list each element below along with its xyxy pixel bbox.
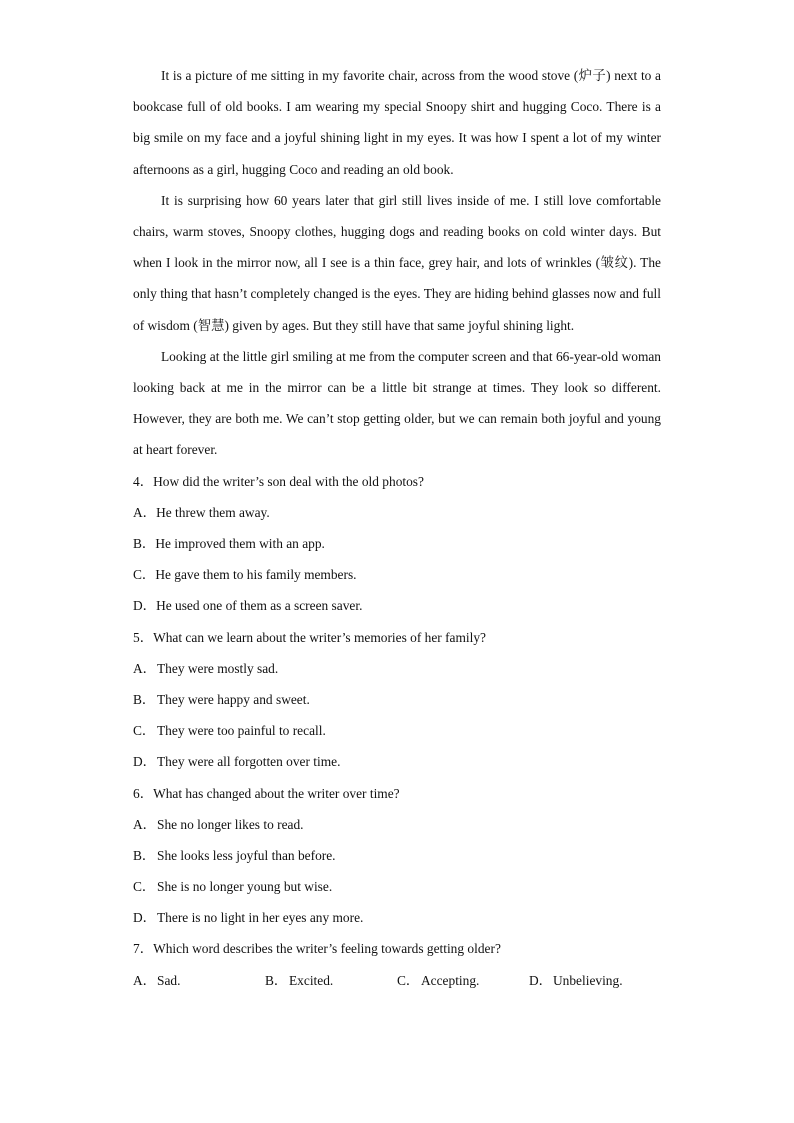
option-d	[133, 902, 661, 933]
option-b	[133, 528, 661, 559]
question-stem: 5．What can we learn about the writer’s memories of her family?	[133, 629, 486, 645]
option-letter: D．	[133, 598, 157, 614]
option-c	[133, 715, 661, 746]
passage-paragraph-1: It is a picture of me sitting in my favorite chair, across from the wood stove (炉子) next to a bookcase full of old books. I am wearing my special Snoopy shirt and hugging Coco. There is a big smile on my face and a joyful shining light in my eyes. It was how I spent a lot of my winter afternoons as a girl, hugging Coco and reading an old book.	[133, 68, 661, 177]
option-c	[133, 871, 661, 902]
option-letter: B．	[133, 536, 156, 552]
option-text: She looks less joyful than before.	[157, 847, 336, 863]
document-page	[133, 60, 661, 996]
option-letter: D．	[529, 972, 553, 988]
option-text: There is no light in her eyes any more.	[157, 910, 364, 926]
option-letter: C．	[133, 567, 156, 583]
option-b	[133, 840, 661, 871]
question-stem: 7．Which word describes the writer’s feeling towards getting older?	[133, 941, 501, 957]
option-text: He gave them to his family members.	[155, 567, 357, 583]
option-letter: B．	[265, 972, 288, 988]
option-c	[133, 559, 661, 590]
option-text: They were all forgotten over time.	[157, 754, 341, 770]
option-text: She is no longer young but wise.	[157, 879, 333, 895]
option-letter: C．	[133, 723, 156, 739]
option-a	[133, 653, 661, 684]
option-text: He used one of them as a screen saver.	[156, 598, 363, 614]
option-letter: A．	[133, 816, 157, 832]
option-text: They were mostly sad.	[157, 660, 279, 676]
option-text: Sad.	[157, 972, 181, 988]
option-b	[133, 684, 661, 715]
reading-passage	[133, 60, 661, 466]
option-d	[529, 965, 661, 996]
option-a	[133, 965, 265, 996]
option-c	[397, 965, 529, 996]
option-text: Accepting.	[421, 972, 480, 988]
option-text: He improved them with an app.	[155, 536, 325, 552]
option-letter: D．	[133, 910, 157, 926]
question-4	[133, 466, 661, 622]
option-a	[133, 809, 661, 840]
option-b	[265, 965, 397, 996]
question-5	[133, 622, 661, 778]
option-letter: A．	[133, 504, 157, 520]
options-row	[133, 965, 661, 996]
passage-paragraph-2: It is surprising how 60 years later that girl still lives inside of me. I still love comfortable chairs, warm stoves, Snoopy clothes, hugging dogs and reading books on cold winter days. But when I look in the mirror now, all I see is a thin face, grey hair, and lots of wrinkles (皱纹). The only thing that hasn’t completely changed is the eyes. They are hiding behind glasses now and full of wisdom (智慧) given by ages. But they still have that same joyful shining light.	[133, 192, 661, 333]
option-a	[133, 497, 661, 528]
question-7	[133, 933, 661, 995]
option-text: They were too painful to recall.	[157, 723, 326, 739]
option-text: Excited.	[289, 972, 334, 988]
option-text: He threw them away.	[156, 504, 270, 520]
option-letter: C．	[133, 879, 156, 895]
option-text: Unbelieving.	[553, 972, 623, 988]
question-stem: 4．How did the writer’s son deal with the old photos?	[133, 473, 424, 489]
question-stem: 6．What has changed about the writer over time?	[133, 785, 400, 801]
option-letter: B．	[133, 847, 156, 863]
option-letter: A．	[133, 660, 157, 676]
option-text: She no longer likes to read.	[157, 816, 304, 832]
option-letter: D．	[133, 754, 157, 770]
option-letter: C．	[397, 972, 420, 988]
option-letter: A．	[133, 972, 157, 988]
option-letter: B．	[133, 691, 156, 707]
question-6	[133, 778, 661, 934]
passage-paragraph-3: Looking at the little girl smiling at me from the computer screen and that 66-year-old woman looking back at me in the mirror can be a little bit strange at times. They look so different. However, they are both me. We can’t stop getting older, but we can remain both joyful and young at heart forever.	[133, 348, 661, 458]
option-text: They were happy and sweet.	[157, 691, 310, 707]
option-d	[133, 746, 661, 777]
option-d	[133, 590, 661, 621]
